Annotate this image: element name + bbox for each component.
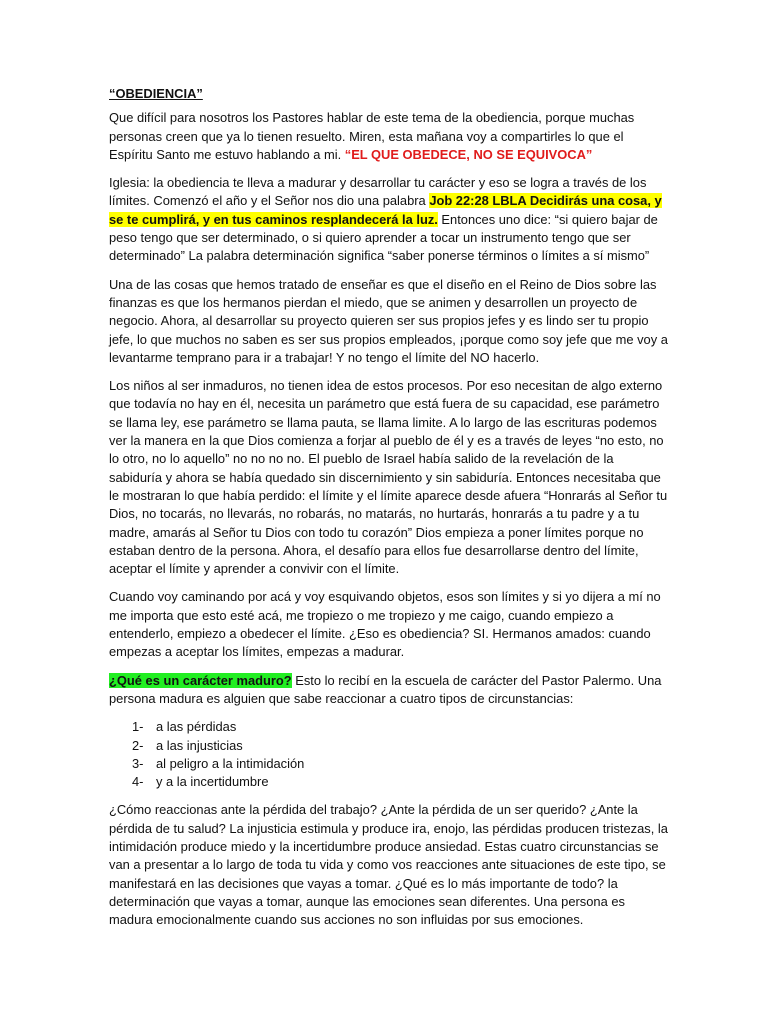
paragraph-iglesia bbox=[109, 174, 668, 265]
list-text: y a la incertidumbre bbox=[156, 774, 269, 790]
paragraph-finanzas: Una de las cosas que hemos tratado de enseñar es que el diseño en el Reino de Dios sobre las finanzas es que los hermanos pierdan el miedo, que se animen y desarrollen un proyecto de negocio. Ahora, al desarrollar su proyecto quieren ser sus propios jefes y es lindo ser tu propio jefe, lo que muchos no saben es ser sus propios empleados, ¡porque como soy jefe que me voy a levantarme temprano para ir a trabajar! Y no tengo el límite del NO hacerlo. bbox=[109, 276, 668, 365]
paragraph-ninos: Los niños al ser inmaduros, no tienen idea de estos procesos. Por eso necesitan de algo externo que todavía no hay en él, necesita un parámetro que está fuera de su capacidad, ese parámetro se llama ley, ese parámetro se llama pauta, se llama limite. A lo largo de las escrituras podemos ver la manera en la que Dios comienza a forjar al pueblo de él y es a través de leyes “no esto, no lo otro, no lo aquello” no no no no. El pueblo de Israel había salido de la revelación de la sabiduría y ahora se había quedado sin discernimiento y sin sabiduría. Entonces necesitaba que le mostraran lo que había perdido: el límite y el límite aparece desde afuera “Honrarás al Señor tu Dios, no tocarás, no llevarás, no robarás, no matarás, no hurtarás, honrarás a tu padre y a tu madre, amarás al Señor tu Dios con todo tu corazón” Dios empieza a poner límites porque no estaban dentro de la persona. Ahora, el desafío para ellos fue desarrollarse dentro del límite, aceptar el límite y aprender a convivir con el límite. bbox=[109, 378, 668, 577]
iglesia-text-before: Iglesia: la obediencia te lleva a madurar y desarrollar tu carácter y eso se logra a través de los límites. Comenzó el año y el Señor nos dio una palabra bbox=[109, 175, 647, 209]
bible-verse-highlight: Job 22:28 LBLA Decidirás una cosa, y se te cumplirá, y en tus caminos resplandecerá la luz. bbox=[109, 193, 662, 227]
list-text: a las pérdidas bbox=[156, 719, 237, 735]
intro-text: Que difícil para nosotros los Pastores hablar de este tema de la obediencia, porque muchas personas creen que ya lo tienen resuelto. Miren, esta mañana voy a compartirles lo que el Espíritu Santo me estuvo hablando a mi. bbox=[109, 110, 635, 162]
paragraph-intro bbox=[109, 109, 668, 164]
list-item bbox=[132, 718, 668, 736]
list-number: 4- bbox=[132, 774, 144, 790]
list-text: a las injusticias bbox=[156, 737, 243, 753]
list-item bbox=[132, 773, 668, 791]
paragraph-obstaculos: Cuando voy caminando por acá y voy esquivando objetos, esos son límites y si yo dijera a mí no me importa que esto esté acá, me tropiezo o me tropiezo y me caigo, cuando empiezo a entenderlo, empiezo a obedecer el límite. ¿Eso es obediencia? SI. Hermanos amados: cuando empezas a aceptar los límites, empezas a madurar. bbox=[109, 589, 661, 660]
list-text: al peligro a la intimidación bbox=[156, 755, 305, 771]
list-number: 1- bbox=[132, 719, 144, 735]
list-number: 3- bbox=[132, 755, 144, 771]
iglesia-text-after: Entonces uno dice: “si quiero bajar de peso tengo que ser determinado, o si quiero aprender a tocar un instrumento tengo que ser determinado” La palabra determinación significa “saber ponerse términos o límites a sí mismo” bbox=[109, 211, 658, 264]
circumstances-list bbox=[109, 718, 668, 791]
paragraph-caracter bbox=[109, 672, 668, 709]
list-number: 2- bbox=[132, 737, 144, 753]
intro-red-quote: “EL QUE OBEDECE, NO SE EQUIVOCA” bbox=[344, 146, 593, 162]
question-highlight: ¿Qué es un carácter maduro? bbox=[109, 672, 292, 688]
list-item bbox=[132, 737, 668, 755]
document-title: “OBEDIENCIA” bbox=[109, 86, 203, 101]
list-item bbox=[132, 755, 668, 773]
paragraph-reacciones: ¿Cómo reaccionas ante la pérdida del trabajo? ¿Ante la pérdida de un ser querido? ¿Ante la pérdida de tu salud? La injusticia estimula y produce ira, enojo, las pérdidas producen tristezas, la intimidación produce miedo y la incertidumbre produce ansiedad. Estas cuatro circunstancias se van a presentar a lo largo de toda tu vida y como vos reacciones ante situaciones de este tipo, se manifestará en las decisiones que vayas a tomar. ¿Qué es lo más importante de todo? la determinación que vayas a tomar, aunque las emociones sean diferentes. Una persona es madura emocionalmente cuando sus acciones no son influidas por sus emociones. bbox=[109, 802, 668, 928]
caracter-text: Esto lo recibí en la escuela de carácter del Pastor Palermo. Una persona madura es alguien que sabe reaccionar a cuatro tipos de circunstancias: bbox=[109, 672, 662, 706]
